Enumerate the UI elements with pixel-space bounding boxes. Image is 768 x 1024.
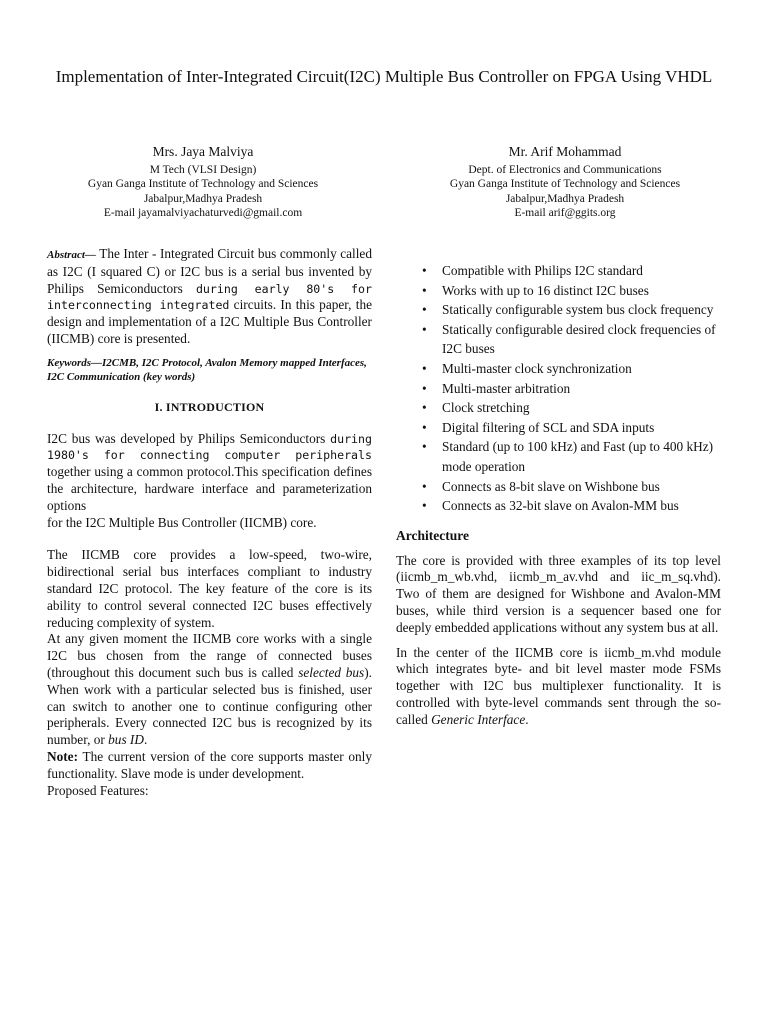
feature-text: Statically configurable system bus clock frequency xyxy=(442,302,714,318)
feature-text: Compatible with Philips I2C standard xyxy=(442,263,643,278)
note-label: Note: xyxy=(47,748,79,764)
list-item xyxy=(396,320,721,359)
author-block-left xyxy=(38,143,368,220)
right-column xyxy=(396,261,721,728)
feature-list xyxy=(396,261,721,516)
intro-text-mono: during 1980's for connecting computer peripherals xyxy=(47,431,372,463)
bullet-icon: • xyxy=(422,419,427,435)
left-column xyxy=(47,246,372,799)
bullet-icon: • xyxy=(422,400,427,416)
intro-paragraph-1 xyxy=(47,431,372,515)
list-item xyxy=(396,418,721,438)
abstract-text-end: circuits. In this paper, the design and implementation of a I2C Multiple Bus Controller (IICMB) core is presented. xyxy=(47,297,373,346)
author-affiliation-line: Gyan Ganga Institute of Technology and Sciences xyxy=(87,178,319,191)
feature-text: Works with up to 16 distinct I2C buses xyxy=(442,282,649,298)
list-item xyxy=(396,359,721,379)
author-affiliation-line: Jabalpur,Madhya Pradesh xyxy=(143,192,263,205)
architecture-paragraph-1: The core is provided with three examples of its top level (iicmb_m_wb.vhd, iicmb_m_av.vhd and iic_m_sq.vhd). Two of them are designed for Wishbone and Avalon-MM buses, while third version is a sequencer based one for deeply embedded applications without any system bus at all. xyxy=(396,552,721,635)
bullet-icon: • xyxy=(422,321,427,337)
bullet-icon: • xyxy=(422,302,427,318)
intro-text-italic: bus ID xyxy=(108,732,144,748)
intro-text: together using a common protocol.This specification defines the architecture, hardware interface and parameterization options xyxy=(47,464,372,513)
feature-text: Connects as 8-bit slave on Wishbone bus xyxy=(442,478,660,494)
list-item xyxy=(396,300,721,320)
intro-paragraph-2: The IICMB core provides a low-speed, two-wire, bidirectional serial bus interfaces compliant to industry standard I2C protocol. The key feature of the core is its ability to control several connected I2C buses effectively reducing complexity of system. xyxy=(47,547,372,630)
architecture-text: . xyxy=(525,711,529,727)
intro-text: ). When work with a particular selected bus is finished, user can switch to another one to continue configuring other peripherals. Every connected I2C bus is recognized by its number, or xyxy=(47,664,372,748)
abstract-text-mono: during early 80's for interconnecting integrated xyxy=(47,281,372,313)
bullet-icon: • xyxy=(422,360,427,376)
intro-text: . xyxy=(143,732,148,748)
intro-paragraph-1-end: for the I2C Multiple Bus Controller (IICMB) core. xyxy=(47,514,317,530)
architecture-paragraph-2 xyxy=(396,645,721,729)
list-item xyxy=(396,281,721,301)
abstract xyxy=(47,246,372,348)
list-item xyxy=(396,261,721,281)
author-affiliation-line: Jabalpur,Madhya Pradesh xyxy=(505,192,625,205)
author-affiliation-line: Gyan Ganga Institute of Technology and Sciences xyxy=(449,178,681,191)
section-heading-introduction: I. INTRODUCTION xyxy=(154,399,265,414)
note-text: The current version of the core supports master only functionality. Slave mode is under development. xyxy=(47,748,372,781)
list-item xyxy=(396,398,721,418)
section-heading-architecture: Architecture xyxy=(396,527,469,543)
feature-text: Clock stretching xyxy=(442,400,530,416)
bullet-icon: • xyxy=(422,478,427,494)
author-email: E-mail arif@ggits.org xyxy=(514,206,616,219)
intro-text-italic: selected bus xyxy=(298,664,365,680)
list-item xyxy=(396,379,721,399)
author-name: Mr. Arif Mohammad xyxy=(508,144,622,159)
author-affiliation-line: M Tech (VLSI Design) xyxy=(149,164,257,176)
feature-text: Standard (up to 100 kHz) and Fast (up to 400 kHz) mode operation xyxy=(442,439,714,474)
keywords: Keywords—I2CMB, I2C Protocol, Avalon Memory mapped Interfaces, I2C Communication (key words) xyxy=(47,356,367,383)
architecture-text-italic: Generic Interface xyxy=(431,711,526,727)
abstract-label: Abstract— xyxy=(47,249,96,261)
bullet-icon: • xyxy=(422,498,427,514)
list-item xyxy=(396,496,721,516)
intro-text: I2C bus was developed by Philips Semiconductors xyxy=(47,430,331,446)
intro-text: At any given moment the IICMB core works with a single I2C bus chosen from the range of connected buses (throughout this document such bus is called xyxy=(47,631,372,680)
author-block-right xyxy=(400,143,730,220)
bullet-icon: • xyxy=(422,263,427,278)
list-item xyxy=(396,477,721,497)
feature-text: Connects as 32-bit slave on Avalon-MM bus xyxy=(442,498,679,514)
list-item xyxy=(396,437,721,476)
feature-text: Statically configurable desired clock frequencies of I2C buses xyxy=(442,321,716,357)
author-email: E-mail jayamalviyachaturvedi@gmail.com xyxy=(103,206,303,219)
feature-text: Multi-master clock synchronization xyxy=(442,360,632,376)
feature-text: Digital filtering of SCL and SDA inputs xyxy=(442,419,655,435)
abstract-text: The Inter - Integrated Circuit bus commonly called as I2C (I squared C) or I2C bus is a serial bus invented by Philips Semiconductors xyxy=(47,246,372,296)
note-paragraph xyxy=(47,749,372,783)
author-name: Mrs. Jaya Malviya xyxy=(152,144,254,159)
bullet-icon: • xyxy=(422,282,427,298)
bullet-icon: • xyxy=(422,439,427,455)
architecture-text: In the center of the IICMB core is iicmb_m.vhd module which integrates byte- and bit level master mode FSMs together with I2C bus multiplexer functionality. It is controlled with byte-level commands sent through the so-called xyxy=(396,644,721,727)
intro-paragraph-3 xyxy=(47,631,372,749)
proposed-features-label: Proposed Features: xyxy=(47,782,149,798)
bullet-icon: • xyxy=(422,380,427,396)
feature-text: Multi-master arbitration xyxy=(442,380,571,396)
paper-title: Implementation of Inter-Integrated Circuit(I2C) Multiple Bus Controller on FPGA Using VHDL xyxy=(55,67,713,86)
author-affiliation-line: Dept. of Electronics and Communications xyxy=(468,164,662,176)
